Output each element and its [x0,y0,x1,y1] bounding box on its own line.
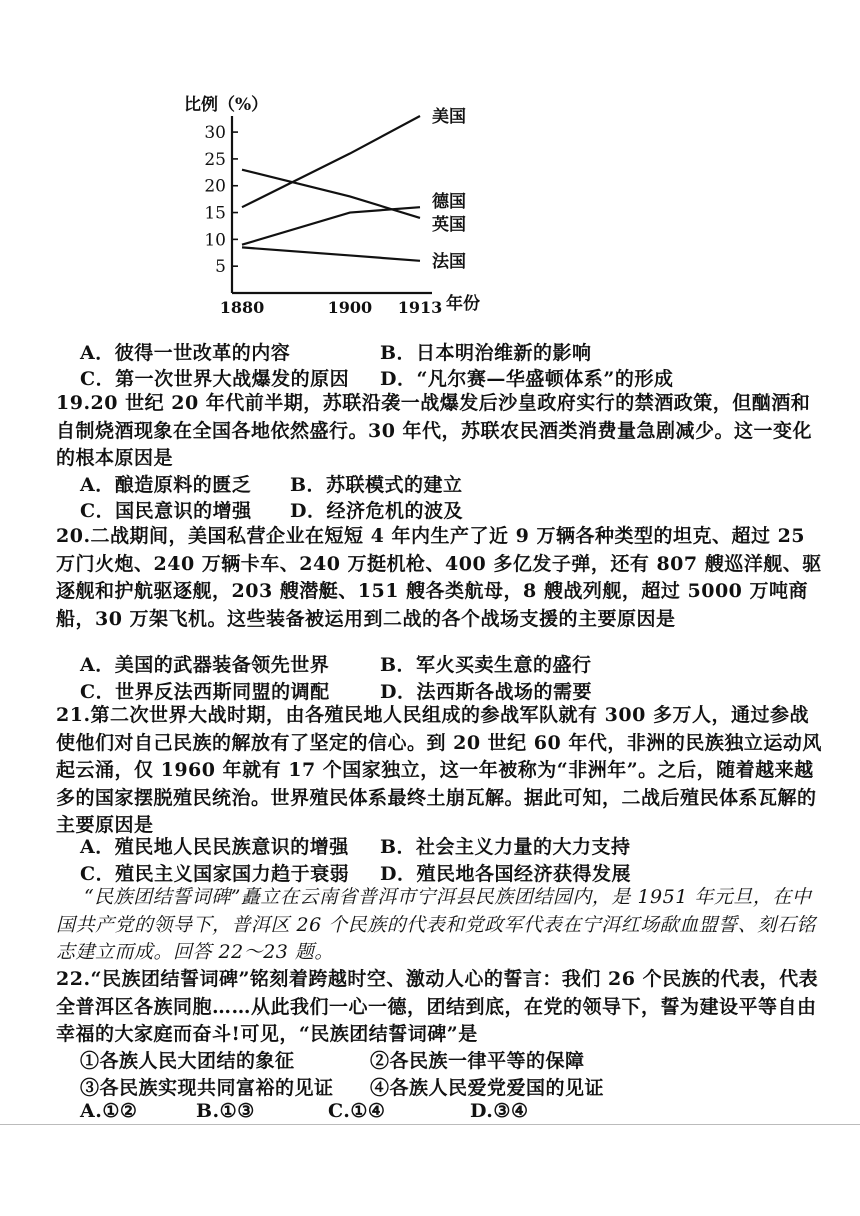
q18-option-d: D．“凡尔赛—华盛顿体系”的形成 [380,368,674,390]
y-tick-label: 25 [204,149,226,170]
series-label: 美国 [432,107,466,127]
chart-ylabel: 比例（%） [184,95,269,115]
line-chart [170,88,530,328]
q20-option-a: A．美国的武器装备领先世界 [80,654,330,676]
q19-option-d: D．经济危机的波及 [290,500,463,522]
x-tick-label: 1900 [327,298,373,317]
q20-stem: 20.二战期间，美国私营企业在短短 4 年内生产了近 9 万辆各种类型的坦克、超过 25 万门火炮、240 万辆卡车、240 万挺机枪、400 多亿发子弹，还有 807 艘巡洋舰、驱逐舰和护航驱逐舰，203 艘潜艇、151 艘各类航母，8 艘战列舰，超过 5000 万吨商船，30 万架飞机。这些装备被运用到二战的各个战场支援的主要原因是 [56,525,822,630]
q21-option-b: B．社会主义力量的大力支持 [380,836,631,858]
q22-statement-4: ④各族人民爱党爱国的见证 [370,1077,605,1099]
series-label: 法国 [432,251,466,272]
series-line [242,116,420,207]
q22-option-c: C.①④ [328,1100,386,1122]
q21-stem: 21.第二次世界大战时期，由各殖民地人民组成的参战军队就有 300 多万人，通过参战使他们对自己民族的解放有了坚定的信心。到 20 世纪 60 年代，非洲的民族独立运动风起云涌，仅 1960 年就有 17 个国家独立，这一年被称为“非洲年”。之后，随着越来越多的国家摆脱殖民统治。世界殖民体系最终土崩瓦解。据此可知，二战后殖民体系瓦解的主要原因是 [56,704,822,836]
material-intro: “民族团结誓词碑”矗立在云南省普洱市宁洱县民族团结园内，是 1951 年元旦，在中国共产党的领导下，普洱区 26 个民族的代表和党政军代表在宁洱红场歃血盟誓、刻石铭志建立而成。回答 22～23 题。 [56,886,816,963]
q19-option-a: A．酿造原料的匮乏 [80,474,252,496]
series-label: 德国 [432,192,466,213]
series-line [242,247,420,260]
y-tick-label: 30 [204,123,226,144]
q18-option-a: A．彼得一世改革的内容 [80,342,291,364]
x-tick-label: 1880 [219,298,265,317]
series-line [242,207,420,245]
q22-option-d: D.③④ [470,1100,529,1122]
q20-option-b: B．军火买卖生意的盛行 [380,654,592,676]
q21-option-a: A．殖民地人民民族意识的增强 [80,836,349,858]
y-tick-label: 10 [204,230,226,251]
q22-stem: 22.“民族团结誓词碑”铭刻着跨越时空、激动人心的誓言：我们 26 个民族的代表，代表全普洱区各族同胞……从此我们一心一德，团结到底，在党的领导下，誓为建设平等自由幸福的大家庭而奋斗!可见，“民族团结誓词碑”是 [56,968,819,1045]
q18-option-c: C．第一次世界大战爆发的原因 [80,368,350,390]
x-tick-label: 1913 [397,298,443,317]
q19-option-c: C．国民意识的增强 [80,500,252,522]
q22-statement-3: ③各民族实现共同富裕的见证 [80,1077,334,1099]
page-bottom-rule [0,1124,860,1125]
q21-option-c: C．殖民主义国家国力趋于衰弱 [80,863,350,885]
y-tick-label: 20 [204,176,226,197]
q18-option-b: B．日本明治维新的影响 [380,342,592,364]
q22-statement-2: ②各民族一律平等的保障 [370,1050,585,1072]
chart-xlabel: 年份 [446,294,480,314]
q21-option-d: D．殖民地各国经济获得发展 [380,863,631,885]
q19-stem: 19.20 世纪 20 年代前半期，苏联沿袭一战爆发后沙皇政府实行的禁酒政策，但酗酒和自制烧酒现象在全国各地依然盛行。30 年代，苏联农民酒类消费量急剧减少。这一变化的根本原因是 [56,392,813,469]
y-tick-label: 15 [204,203,226,224]
q20-option-c: C．世界反法西斯同盟的调配 [80,681,330,703]
q22-statement-1: ①各族人民大团结的象征 [80,1050,295,1072]
y-tick-label: 5 [215,257,226,278]
q22-option-b: B.①③ [196,1100,255,1122]
q22-option-a: A.①② [80,1100,138,1122]
series-label: 英国 [432,214,466,235]
q19-option-b: B．苏联模式的建立 [290,474,463,496]
q20-option-d: D．法西斯各战场的需要 [380,681,592,703]
